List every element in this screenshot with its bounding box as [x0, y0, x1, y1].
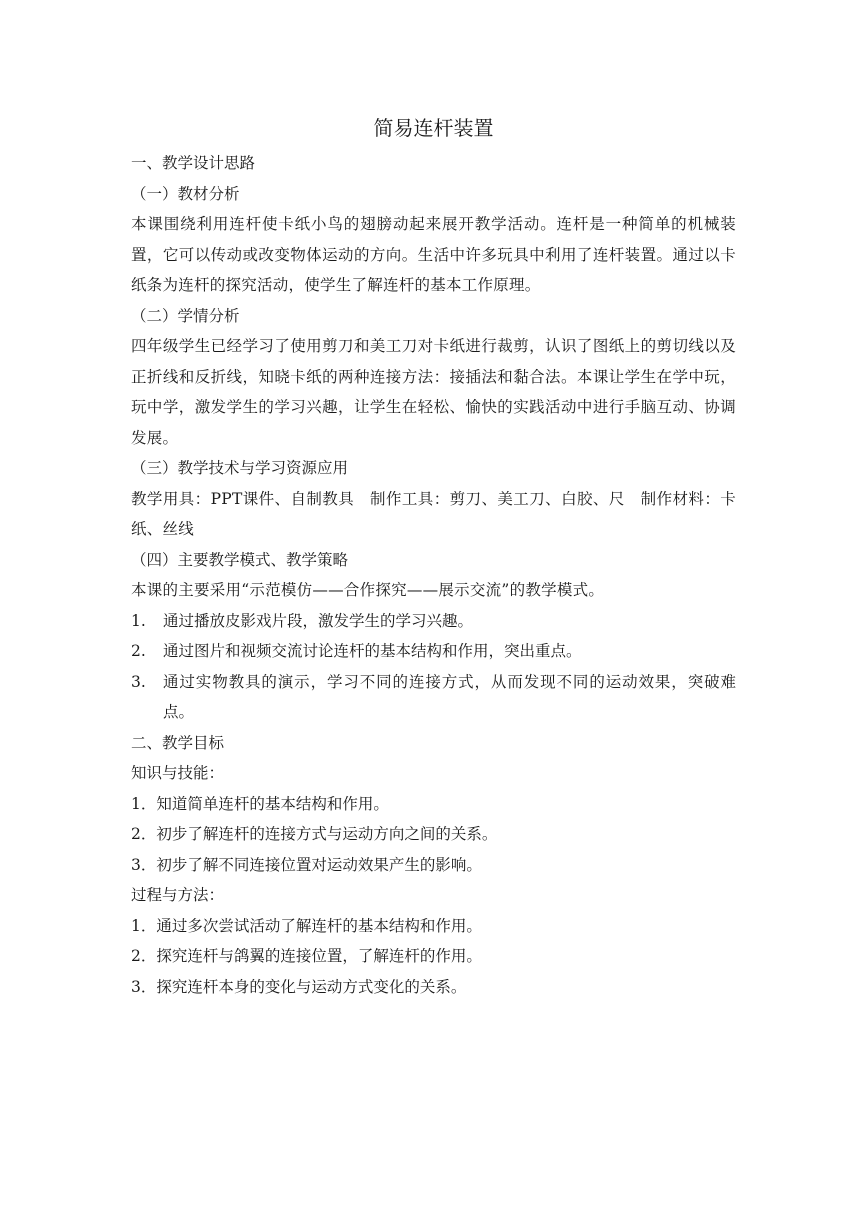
list-item-number: 3. [131, 672, 146, 691]
document-title: 简易连杆装置 [373, 116, 494, 140]
list-item: 1．知道简单连杆的基本结构和作用。 [131, 794, 389, 813]
list-item [131, 636, 736, 667]
section-heading-2: 二、教学目标 [131, 733, 225, 752]
paragraph-textbook-analysis: 本课围绕利用连杆使卡纸小鸟的翅膀动起来展开教学活动。连杆是一种简单的机械装置，它可以传动或改变物体运动的方向。生活中许多玩具中利用了连杆装置。通过以卡纸条为连杆的探究活动，使学生了解连杆的基本工作原理。 [131, 215, 736, 294]
list-item: 3．探究连杆本身的变化与运动方式变化的关系。 [131, 977, 467, 996]
section-heading-1: 一、教学设计思路 [131, 154, 256, 172]
list-item: 2．探究连杆与鸽翼的连接位置，了解连杆的作用。 [131, 947, 482, 965]
subsection-heading-textbook-analysis: （一）教材分析 [131, 184, 240, 203]
list-item [131, 667, 736, 728]
subsection-heading-resources: （三）教学技术与学习资源应用 [131, 459, 349, 477]
objective-heading-knowledge: 知识与技能： [131, 764, 225, 782]
objective-heading-process: 过程与方法： [131, 886, 225, 904]
list-item [131, 606, 736, 637]
list-item-text: 通过实物教具的演示，学习不同的连接方式，从而发现不同的运动效果，突破难点。 [163, 672, 736, 721]
paragraph-resources: 教学用具：PPT课件、自制教具 制作工具：剪刀、美工刀、白胶、尺 制作材料：卡纸、丝线 [131, 489, 736, 538]
document-page [131, 108, 736, 1002]
subsection-heading-student-analysis: （二）学情分析 [131, 306, 240, 325]
list-item-number: 2. [131, 642, 146, 660]
list-item-text: 通过图片和视频交流讨论连杆的基本结构和作用，突出重点。 [163, 642, 582, 660]
list-item-text: 通过播放皮影戏片段，激发学生的学习兴趣。 [163, 611, 474, 630]
list-item: 2．初步了解连杆的连接方式与运动方向之间的关系。 [131, 825, 498, 843]
list-item-number: 1. [131, 611, 146, 630]
list-item: 1．通过多次尝试活动了解连杆的基本结构和作用。 [131, 916, 482, 935]
paragraph-teaching-mode: 本课的主要采用“示范模仿——合作探究——展示交流”的教学模式。 [131, 581, 605, 599]
paragraph-student-analysis: 四年级学生已经学习了使用剪刀和美工刀对卡纸进行裁剪，认识了图纸上的剪切线以及正折线和反折线，知晓卡纸的两种连接方法：接插法和黏合法。本课让学生在学中玩，玩中学，激发学生的学习兴趣，让学生在轻松、愉快的实践活动中进行手脑互动、协调发展。 [131, 337, 736, 447]
list-item: 3．初步了解不同连接位置对运动效果产生的影响。 [131, 855, 482, 874]
subsection-heading-teaching-mode: （四）主要教学模式、教学策略 [131, 550, 349, 569]
